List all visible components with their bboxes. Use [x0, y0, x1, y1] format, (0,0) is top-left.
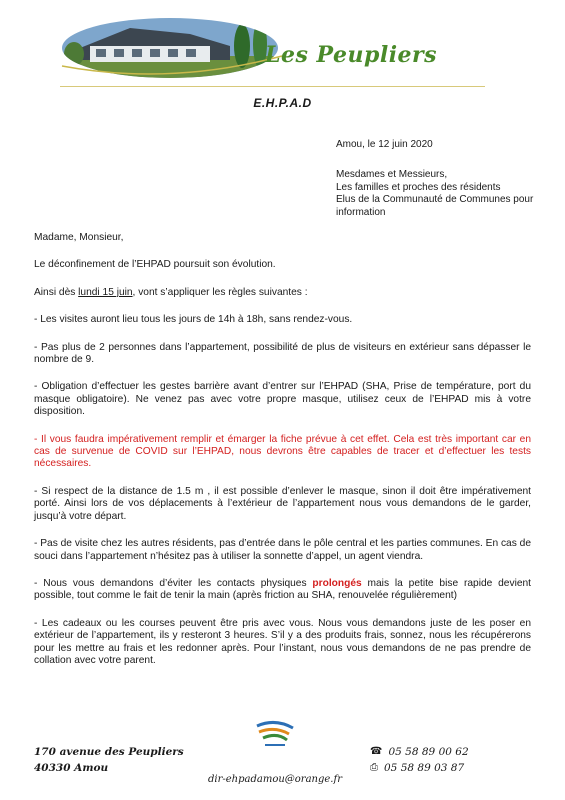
phone-number: 05 58 89 00 62: [388, 746, 469, 758]
footer-contact: [370, 744, 469, 776]
rule-mask: - Si respect de la distance de 1.5 m , il est possible d’enlever le masque, sinon il doit être impérativement porté. Ainsi lors de vos déplacements à l’extérieur de l’appartement nous vous demandons de le garder, jusqu’à votre départ.: [34, 485, 531, 522]
rules-intro-text: Ainsi dès: [34, 286, 79, 298]
rule-contacts-text: - Nous vous demandons d’éviter les contacts physiques: [34, 577, 313, 589]
rule-visits: - Les visites auront lieu tous les jours de 14h à 18h, sans rendez-vous.: [34, 314, 353, 326]
rule-contacts-text: mais la petite bise rapide devient possible, tout comme le fait de tenir la main (après friction au SHA, renouvelée régulièrement): [34, 577, 531, 602]
recipient-line: Mesdames et Messieurs,: [336, 169, 448, 180]
telephone-icon: ☎: [370, 746, 383, 757]
rule-contacts-highlight: prolongés: [312, 577, 362, 589]
brand-name: Les Peupliers: [265, 42, 438, 68]
fax-number: 05 58 89 03 87: [384, 762, 465, 774]
header-divider: [60, 86, 485, 87]
rules-intro: [34, 287, 531, 299]
rule-persons: - Pas plus de 2 personnes dans l’appartement, possibilité de plus de visiteurs en extérieur sans dépasser le nombre de 9.: [34, 341, 531, 366]
phone-row: [370, 744, 469, 760]
recipients-block: [336, 169, 541, 219]
letter-body: [34, 232, 531, 682]
address-line: 170 avenue des Peupliers: [34, 746, 184, 758]
footer-address: [34, 744, 184, 776]
letter-date: Amou, le 12 juin 2020: [336, 139, 433, 150]
address-line: 40330 Amou: [34, 762, 109, 774]
rule-barrier-gestures: - Obligation d’effectuer les gestes barrière avant d’entrer sur l’EHPAD (SHA, Prise de température, port du masque obligatoire). Ne venez pas avec votre propre masque, utilisez ceux de l’EHPAD mis à votre disposition.: [34, 381, 531, 418]
fax-row: [370, 760, 469, 776]
intro-paragraph: Le déconfinement de l’EHPAD poursuit son évolution.: [34, 259, 276, 271]
recipient-line: Les familles et proches des résidents: [336, 181, 501, 193]
footer-center: [190, 718, 360, 785]
rule-no-visit: - Pas de visite chez les autres résidents, pas d’entrée dans le pôle central et les parties communes. En cas de souci dans l’appartement n’hésitez pas à utiliser la sonnette d’appel, un agent viendra.: [34, 538, 531, 562]
recipient-line: Elus de la Communauté de Communes pour information: [336, 194, 534, 218]
start-date: lundi 15 juin: [78, 286, 133, 298]
letterhead: [60, 14, 490, 94]
document-subtitle: E.H.P.A.D: [253, 96, 312, 110]
rules-intro-text: , vont s’appliquer les règles suivantes :: [132, 286, 308, 298]
rule-contacts: [34, 578, 531, 603]
rule-gifts: - Les cadeaux ou les courses peuvent être pris avec vous. Nous vous demandons juste de les poser en extérieur de l’appartement, ils y resteront 3 heures. S’il y a des produits frais, sonnez, nous les récupérerons pour les mettre au frais et les redonner après. Pour l’instant, nous vous demandons de ne pas prendre de collation avec votre parent.: [34, 617, 531, 666]
salutation: Madame, Monsieur,: [34, 232, 124, 243]
community-logo: [251, 718, 299, 752]
rule-tracing-form: - Il vous faudra impérativement remplir et émarger la fiche prévue à cet effet. Cela est très important car en cas de survenue de COVID sur l’EHPAD, nous devrons être capables de tracer et d’effectuer les tests nécessaires.: [34, 433, 531, 470]
building-photo-logo: [60, 16, 290, 80]
email-address: dir-ehpadamou@orange.fr: [208, 774, 342, 785]
fax-icon: ⎙: [370, 762, 378, 773]
